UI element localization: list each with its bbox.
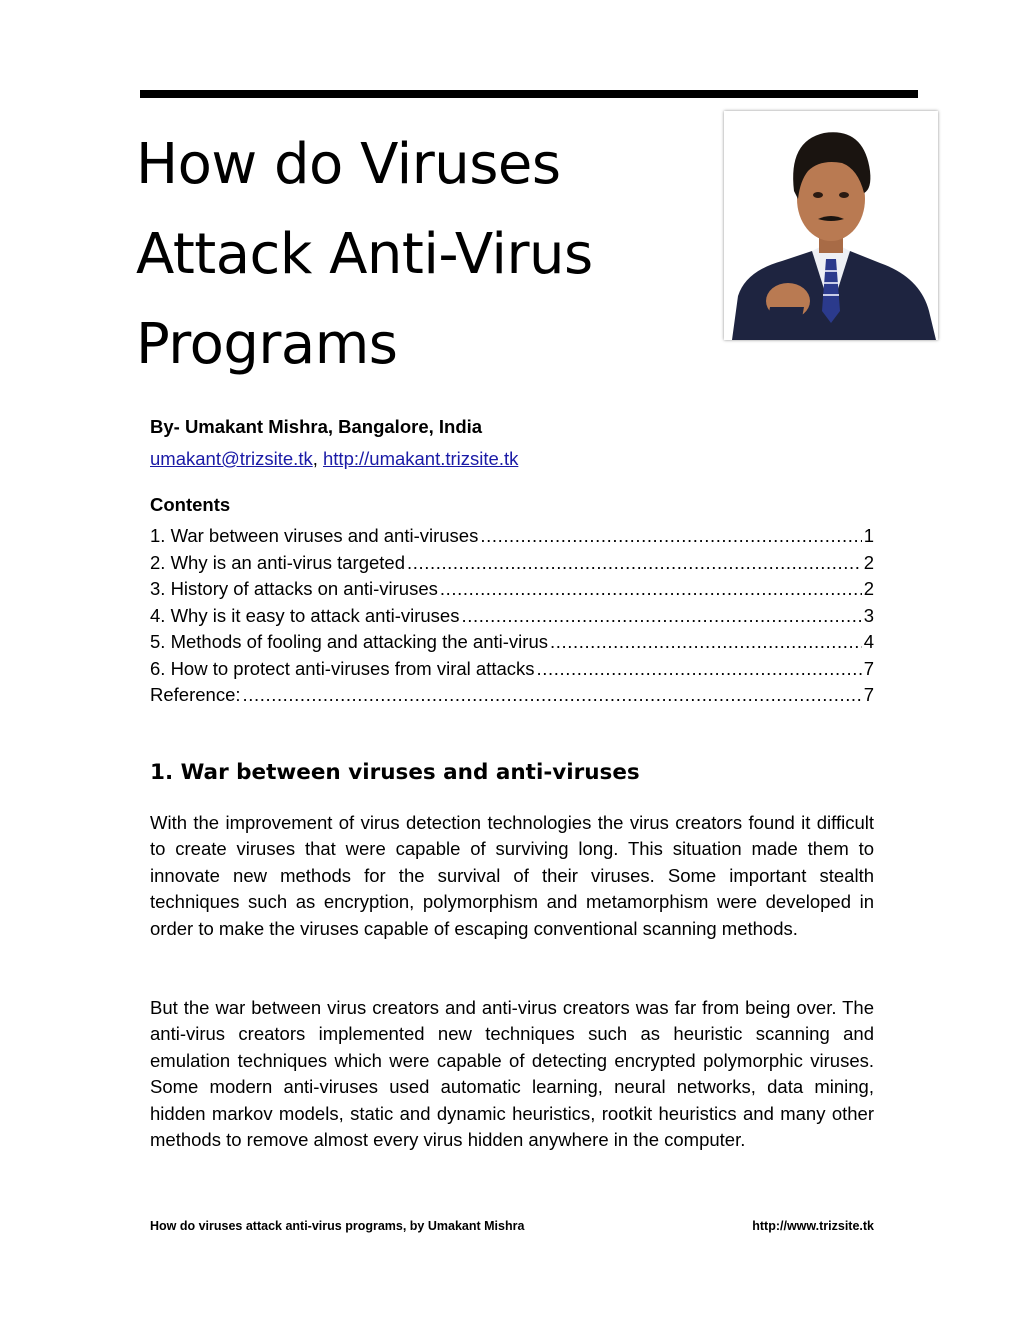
website-link[interactable]: http://umakant.trizsite.tk <box>323 448 519 469</box>
toc-entry-title: 4. Why is it easy to attack anti-viruses <box>150 604 460 626</box>
author-byline: By- Umakant Mishra, Bangalore, India <box>150 416 483 437</box>
toc-leader <box>407 550 862 577</box>
toc-entry-page: 7 <box>863 657 874 679</box>
body-paragraph-2: But the war between virus creators and anti-virus creators was far from being over. The anti-virus creators implemented new techniques such as heuristic scanning and emulation techniques which were capable of detecting encrypted polymorphic viruses. Some modern anti-viruses used automatic learning, neural networks, data mining, hidden markov models, static and dynamic heuristics, rootkit heuristics and many other methods to remove almost every virus hidden anywhere in the computer. <box>150 997 874 1151</box>
toc-entry[interactable] <box>150 550 874 577</box>
toc-leader <box>550 629 862 656</box>
toc-entry[interactable] <box>150 656 874 683</box>
email-link[interactable]: umakant@trizsite.tk <box>150 448 313 469</box>
toc-entry-title: 1. War between viruses and anti-viruses <box>150 525 479 546</box>
toc-entry-title: 6. How to protect anti-viruses from viral attacks <box>150 657 535 679</box>
toc-entry-title: Reference: <box>150 684 241 705</box>
author-photo <box>724 111 938 340</box>
toc-leader <box>480 523 861 550</box>
author-portrait <box>724 111 938 340</box>
toc-entry[interactable] <box>150 682 874 709</box>
toc-entry-page: 3 <box>863 604 874 626</box>
toc-entry-title: 3. History of attacks on anti-viruses <box>150 578 438 599</box>
toc-entry-title: 5. Methods of fooling and attacking the anti-virus <box>150 631 548 652</box>
author-links <box>150 448 518 470</box>
toc-entry-page: 4 <box>863 631 874 652</box>
title-line-3: Programs <box>136 312 398 377</box>
toc-leader <box>440 576 862 603</box>
footer-left-text: How do viruses attack anti-virus programs, by Umakant Mishra <box>150 1219 525 1233</box>
footer-right-text: http://www.trizsite.tk <box>752 1219 874 1233</box>
toc-entry-page: 2 <box>863 578 874 599</box>
toc-entry[interactable] <box>150 629 874 656</box>
contents-heading: Contents <box>150 494 231 515</box>
toc-entry-title: 2. Why is an anti-virus targeted <box>150 551 405 573</box>
page-footer <box>150 1219 874 1233</box>
document-title <box>136 120 696 390</box>
top-rule <box>140 90 918 98</box>
toc-entry-page: 2 <box>863 551 874 573</box>
toc-leader <box>243 682 862 709</box>
title-line-1: How do Viruses <box>136 132 561 197</box>
toc-leader <box>537 656 862 683</box>
body-paragraph-1: With the improvement of virus detection technologies the virus creators found it difficult to create viruses that were capable of surviving long. This situation made them to innovate new methods for the survival of their viruses. Some important stealth techniques such as encryption, polymorphism and metamorphism were developed in order to make the viruses capable of escaping conventional scanning methods. <box>150 812 874 939</box>
title-line-2: Attack Anti-Virus <box>136 222 593 287</box>
section-heading: 1. War between viruses and anti-viruses <box>150 760 640 785</box>
toc-entry[interactable] <box>150 523 874 550</box>
toc-entry[interactable] <box>150 576 874 603</box>
table-of-contents <box>150 523 874 709</box>
toc-entry[interactable] <box>150 603 874 630</box>
toc-entry-page: 7 <box>863 684 874 705</box>
toc-leader <box>461 603 861 630</box>
link-separator: , <box>312 448 318 469</box>
toc-entry-page: 1 <box>863 525 874 546</box>
